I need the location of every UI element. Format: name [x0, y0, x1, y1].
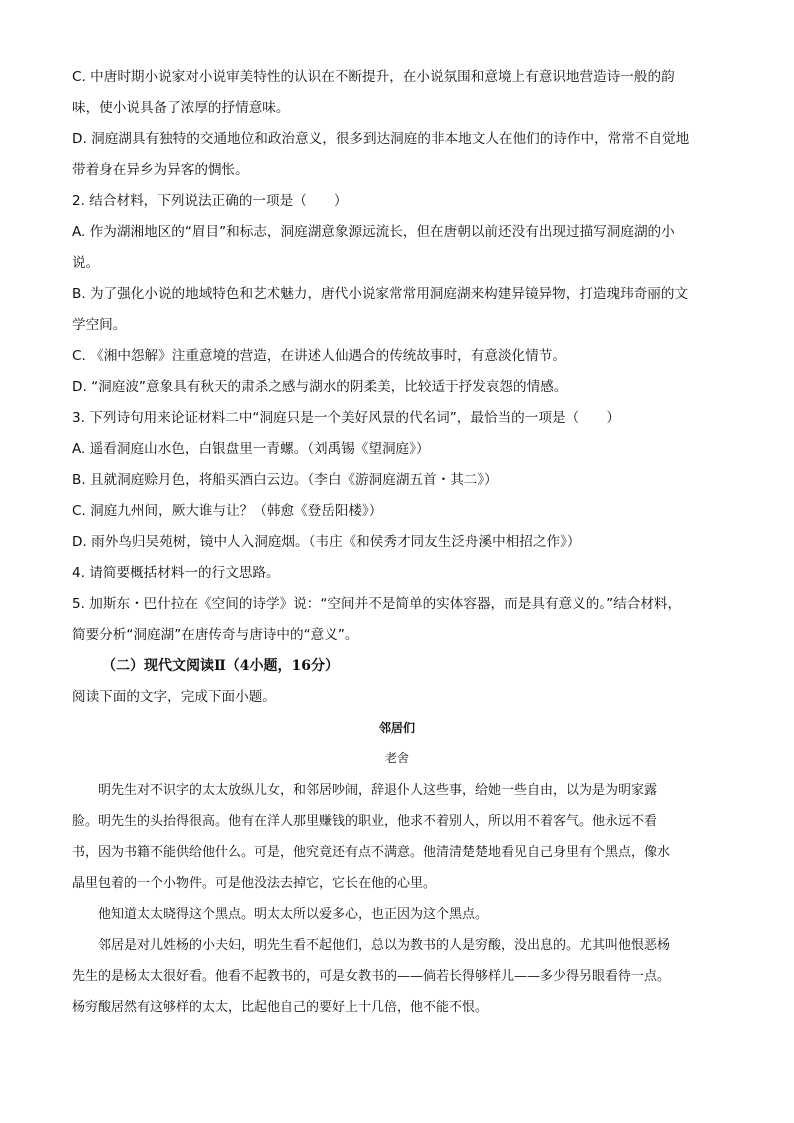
question-line: C. 中唐时期小说家对小说审美特性的认识在不断提升，在小说氛围和意境上有意识地营造诗一般的韵 — [72, 69, 675, 85]
section-heading: （二）现代文阅读Ⅱ（4小题，16分） — [102, 658, 340, 674]
question-line: D. “洞庭波”意象具有秋天的肃杀之感与湖水的阴柔美，比较适于抒发哀怨的情感。 — [72, 379, 568, 395]
story-line: 晶里包着的一个小物件。可是他没法去掉它，它长在他的心里。 — [72, 876, 437, 891]
question-line: B. 且就洞庭赊月色，将船买酒白云边。（李白《游洞庭湖五首・其二》） — [72, 472, 498, 488]
story-author: 老舍 — [384, 751, 409, 765]
story-title: 邻居们 — [378, 721, 415, 735]
story-paragraph — [72, 930, 722, 1023]
question-line: 简要分析“洞庭湖”在唐传奇与唐诗中的“意义”。 — [72, 627, 359, 643]
question-line: 学空间。 — [72, 317, 127, 333]
story-paragraph — [72, 775, 722, 899]
story-line: 邻居是对儿姓杨的小夫妇，明先生看不起他们，总以为教书的人是穷酸，没出息的。尤其叫他恨恶杨 — [98, 938, 671, 953]
story-paragraph — [72, 899, 722, 930]
story-line: 先生的是杨太太很好看。他看不起教书的，可是女教书的——倘若长得够样儿——多少得另眼看待一点。 — [72, 969, 671, 984]
question-line: A. 遥看洞庭山水色，白银盘里一青螺。（刘禹锡《望洞庭》） — [72, 441, 430, 457]
question-line: C. 《湘中怨解》注重意境的营造，在讲述人仙遇合的传统故事时，有意淡化情节。 — [72, 348, 566, 364]
question-line: 4. 请简要概括材料一的行文思路。 — [72, 565, 280, 581]
question-line: 5. 加斯东・巴什拉在《空间的诗学》说：“空间并不是简单的实体容器，而是具有意义的。”结合材料， — [72, 596, 682, 612]
story-line: 杨穷酸居然有这够样的太太，比起他自己的要好上十几倍，他不能不恨。 — [72, 1000, 489, 1015]
story-line: 脸。明先生的头抬得很高。他有在洋人那里赚钱的职业，他求不着别人，所以用不着客气。他永远不看 — [72, 814, 658, 829]
question-line: 味，使小说具备了浓厚的抒情意味。 — [72, 100, 290, 116]
question-line: 2. 结合材料，下列说法正确的一项是（ ） — [72, 193, 348, 209]
story-line: 书，因为书籍不能供给他什么。可是，他究竟还有点不满意。他清清楚楚地看见自己身里有个黑点，像水 — [72, 845, 671, 860]
story-line: 明先生对不识字的太太放纵儿女，和邻居吵闹，辞退仆人这些事，给她一些自由，以为是为明家露 — [98, 783, 658, 798]
question-line: A. 作为湖湘地区的“眉目”和标志，洞庭湖意象源远流长，但在唐朝以前还没有出现过描写洞庭湖的小 — [72, 224, 675, 240]
question-line: C. 洞庭九州间，厥大谁与让？（韩愈《登岳阳楼》） — [72, 503, 383, 519]
question-line: 3. 下列诗句用来论证材料二中“洞庭只是一个美好风景的代名词”，最恰当的一项是（ ） — [72, 410, 620, 426]
story-block — [72, 713, 722, 1023]
story-line: 他知道太太晓得这个黑点。明太太所以爱多心，也正因为这个黑点。 — [98, 907, 489, 922]
question-line: B. 为了强化小说的地域特色和艺术魅力，唐代小说家常常用洞庭湖来构建异镜异物，打造瑰玮奇丽的文 — [72, 286, 689, 302]
question-line: 说。 — [72, 255, 100, 271]
question-line: D. 洞庭湖具有独特的交通地位和政治意义，很多到达洞庭的非本地文人在他们的诗作中，常常不自觉地 — [72, 131, 690, 147]
document-page — [72, 62, 722, 1023]
question-block — [72, 62, 722, 651]
instruction-text: 阅读下面的文字，完成下面小题。 — [72, 689, 276, 705]
question-line: 带着身在异乡为异客的惆怅。 — [72, 162, 249, 178]
question-line: D. 雨外鸟归吴苑树，镜中人入洞庭烟。（韦庄《和侯秀才同友生泛舟溪中相招之作》） — [72, 534, 581, 550]
